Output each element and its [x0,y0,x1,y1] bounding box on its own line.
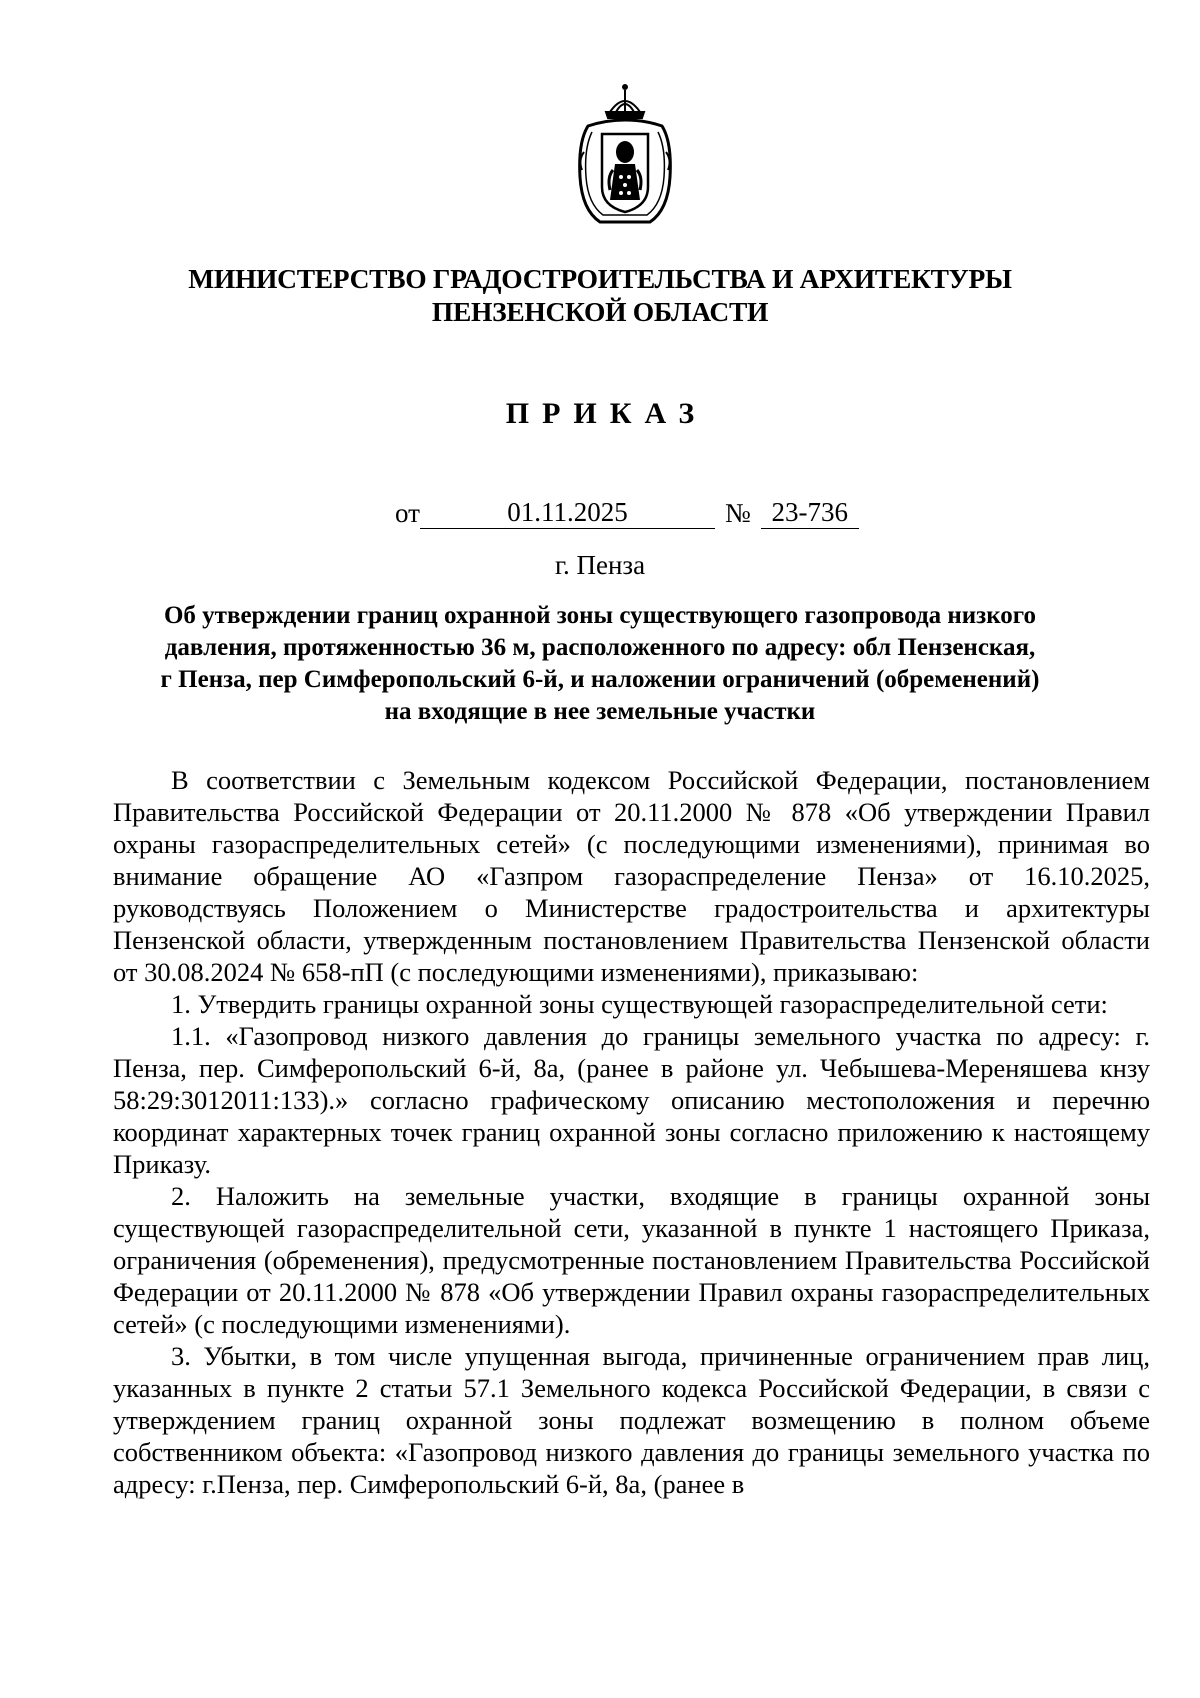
ministry-name [100,262,1100,328]
coat-of-arms-icon [570,82,680,232]
date-prefix: от [395,498,420,528]
document-date: 01.11.2025 [420,496,715,529]
document-body [113,764,1150,1500]
document-city: г. Пенза [554,550,646,580]
subject-line1: Об утверждении границ охранной зоны существующего газопровода низкого [163,602,1037,629]
subject-line3: г Пенза, пер Симферопольский 6-й, и наложении ограничений (обременений) [160,666,1040,693]
document-type-title: ПРИКАЗ [505,397,708,430]
number-prefix: № [724,498,751,528]
ministry-name-line2: ПЕНЗЕНСКОЙ ОБЛАСТИ [431,296,769,327]
preamble-paragraph: В соответствии с Земельным кодексом Российской Федерации, постановлением Правительства Российской Федерации от 20.11.2000 № 878 «Об утверждении Правил охраны газораспределительных сетей» (с последующими изменениями), принимая во внимание обращение АО «Газпром газораспределение Пенза» от 16.10.2025, руководствуясь Положением о Министерстве градостроительства и архитектуры Пензенской области, утвержденным постановлением Правительства Пензенской области от 30.08.2024 № 658-пП (с последующими изменениями), приказываю: [113,765,1150,987]
document-subject [130,600,1070,728]
subject-line4: на входящие в нее земельные участки [384,698,816,725]
subject-line2: давления, протяженностью 36 м, расположенного по адресу: обл Пензенская, [164,634,1036,661]
item-3-paragraph: 3. Убытки, в том числе упущенная выгода, причиненные ограничением прав лиц, указанных в пункте 2 статьи 57.1 Земельного кодекса Российской Федерации, в связи с утверждением границ охранной зоны подлежат возмещению в полном объеме собственником объекта: «Газопровод низкого давления до границы земельного участка по адресу: г.Пенза, пер. Симферопольский 6-й, 8а, (ранее в [113,1341,1150,1499]
item-2-paragraph: 2. Наложить на земельные участки, входящие в границы охранной зоны существующей газораспределительной сети, указанной в пункте 1 настоящего Приказа, ограничения (обременения), предусмотренные постановлением Правительства Российской Федерации от 20.11.2000 № 878 «Об утверждении Правил охраны газораспределительных сетей» (с последующими изменениями). [113,1181,1150,1339]
ministry-name-line1: МИНИСТЕРСТВО ГРАДОСТРОИТЕЛЬСТВА И АРХИТЕКТУРЫ [188,263,1012,294]
item-1-1-paragraph: 1.1. «Газопровод низкого давления до границы земельного участка по адресу: г. Пенза, пер. Симферопольский 6-й, 8а, (ранее в районе ул. Чебышева-Мереняшева кнзу 58:29:3012011:133).» согласно графическому описанию местоположения и перечню координат характерных точек границ охранной зоны согласно приложению к настоящему Приказу. [113,1021,1150,1179]
date-number-line [395,496,859,529]
item-1-paragraph: 1. Утвердить границы охранной зоны существующей газораспределительной сети: [171,989,1108,1019]
document-number: 23-736 [761,496,859,529]
